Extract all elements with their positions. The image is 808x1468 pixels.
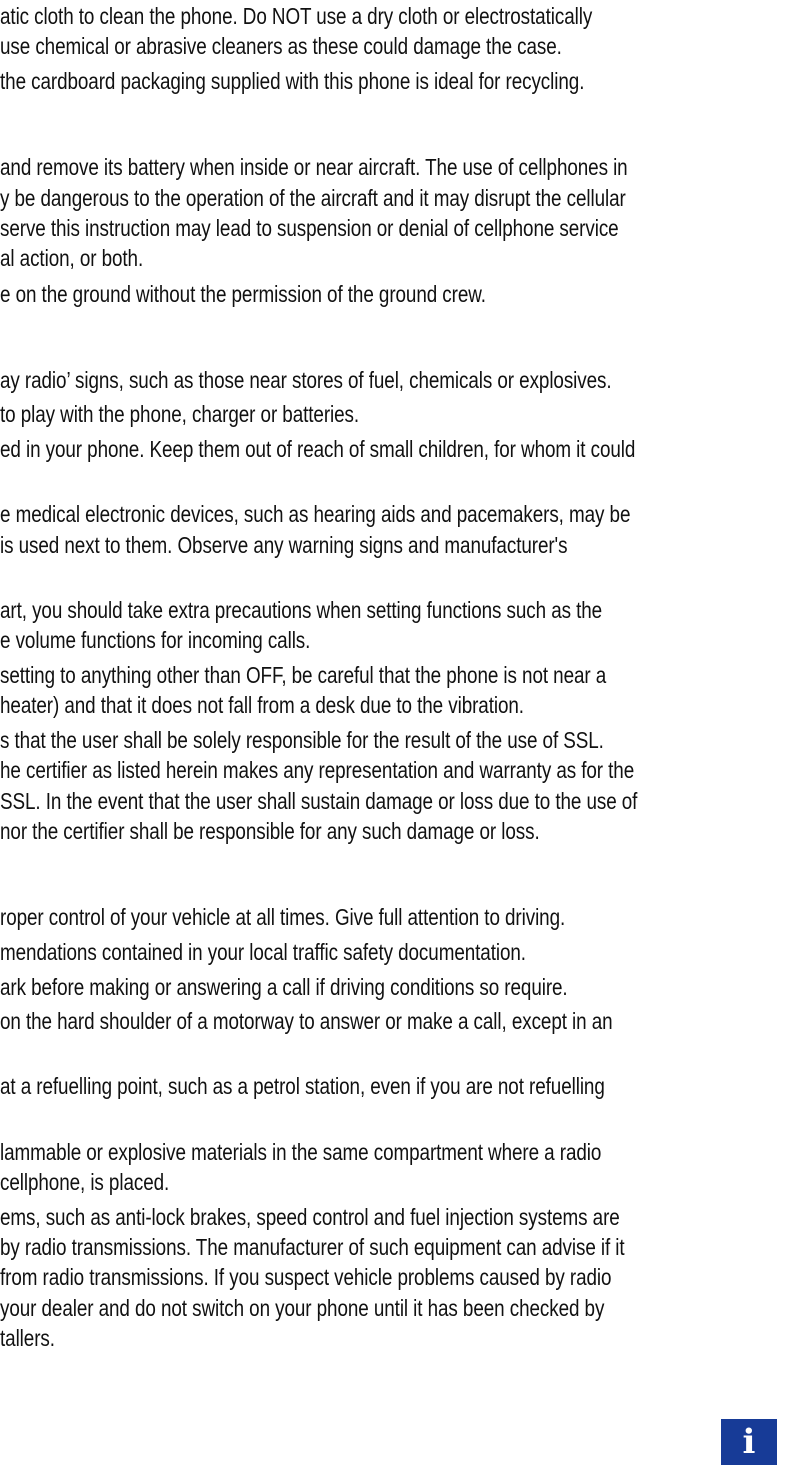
text-line: s that the user shall be solely responsible for the result of the use of SSL. [0, 727, 604, 753]
text-line: on the hard shoulder of a motorway to answer or make a call, except in an [0, 1008, 613, 1034]
text-line: to play with the phone, charger or batteries. [0, 401, 360, 427]
text-line: nor the certifier shall be responsible for any such damage or loss. [0, 818, 540, 844]
text-line: tallers. [0, 1325, 55, 1351]
text-line: SSL. In the event that the user shall sustain damage or loss due to the use of [0, 788, 638, 814]
text-line: by radio transmissions. The manufacturer of such equipment can advise if it [0, 1234, 625, 1260]
text-line: setting to anything other than OFF, be careful that the phone is not near a [0, 662, 607, 688]
text-line: cellphone, is placed. [0, 1169, 170, 1195]
text-line: from radio transmissions. If you suspect vehicle problems caused by radio [0, 1264, 612, 1290]
text-line: your dealer and do not switch on your phone until it has been checked by [0, 1295, 605, 1321]
text-line: al action, or both. [0, 245, 144, 271]
text-line: lammable or explosive materials in the same compartment where a radio [0, 1139, 602, 1165]
text-line: is used next to them. Observe any warning signs and manufacturer's [0, 532, 568, 558]
text-line: e medical electronic devices, such as hearing aids and pacemakers, may be [0, 501, 631, 527]
text-line: at a refuelling point, such as a petrol station, even if you are not refuelling [0, 1073, 605, 1099]
info-icon [721, 1419, 777, 1465]
info-badge-label: i [742, 1422, 756, 1462]
text-line: ark before making or answering a call if driving conditions so require. [0, 974, 568, 1000]
text-line: roper control of your vehicle at all times. Give full attention to driving. [0, 904, 566, 930]
text-line: mendations contained in your local traffic safety documentation. [0, 939, 526, 965]
text-line: e on the ground without the permission of the ground crew. [0, 281, 486, 307]
text-line: serve this instruction may lead to suspension or denial of cellphone service [0, 215, 619, 241]
text-line: e volume functions for incoming calls. [0, 627, 311, 653]
text-line: ay radio’ signs, such as those near stores of fuel, chemicals or explosives. [0, 367, 612, 393]
text-line: he certifier as listed herein makes any representation and warranty as for the [0, 757, 635, 783]
text-line: ed in your phone. Keep them out of reach of small children, for whom it could [0, 436, 636, 462]
text-line: use chemical or abrasive cleaners as these could damage the case. [0, 33, 562, 59]
text-line: atic cloth to clean the phone. Do NOT use a dry cloth or electrostatically [0, 3, 593, 29]
text-line: art, you should take extra precautions when setting functions such as the [0, 597, 603, 623]
text-line: ems, such as anti-lock brakes, speed control and fuel injection systems are [0, 1204, 620, 1230]
text-line: y be dangerous to the operation of the aircraft and it may disrupt the cellular [0, 185, 626, 211]
text-line: heater) and that it does not fall from a desk due to the vibration. [0, 692, 524, 718]
text-line: and remove its battery when inside or near aircraft. The use of cellphones in [0, 154, 628, 180]
text-line: the cardboard packaging supplied with this phone is ideal for recycling. [0, 68, 585, 94]
